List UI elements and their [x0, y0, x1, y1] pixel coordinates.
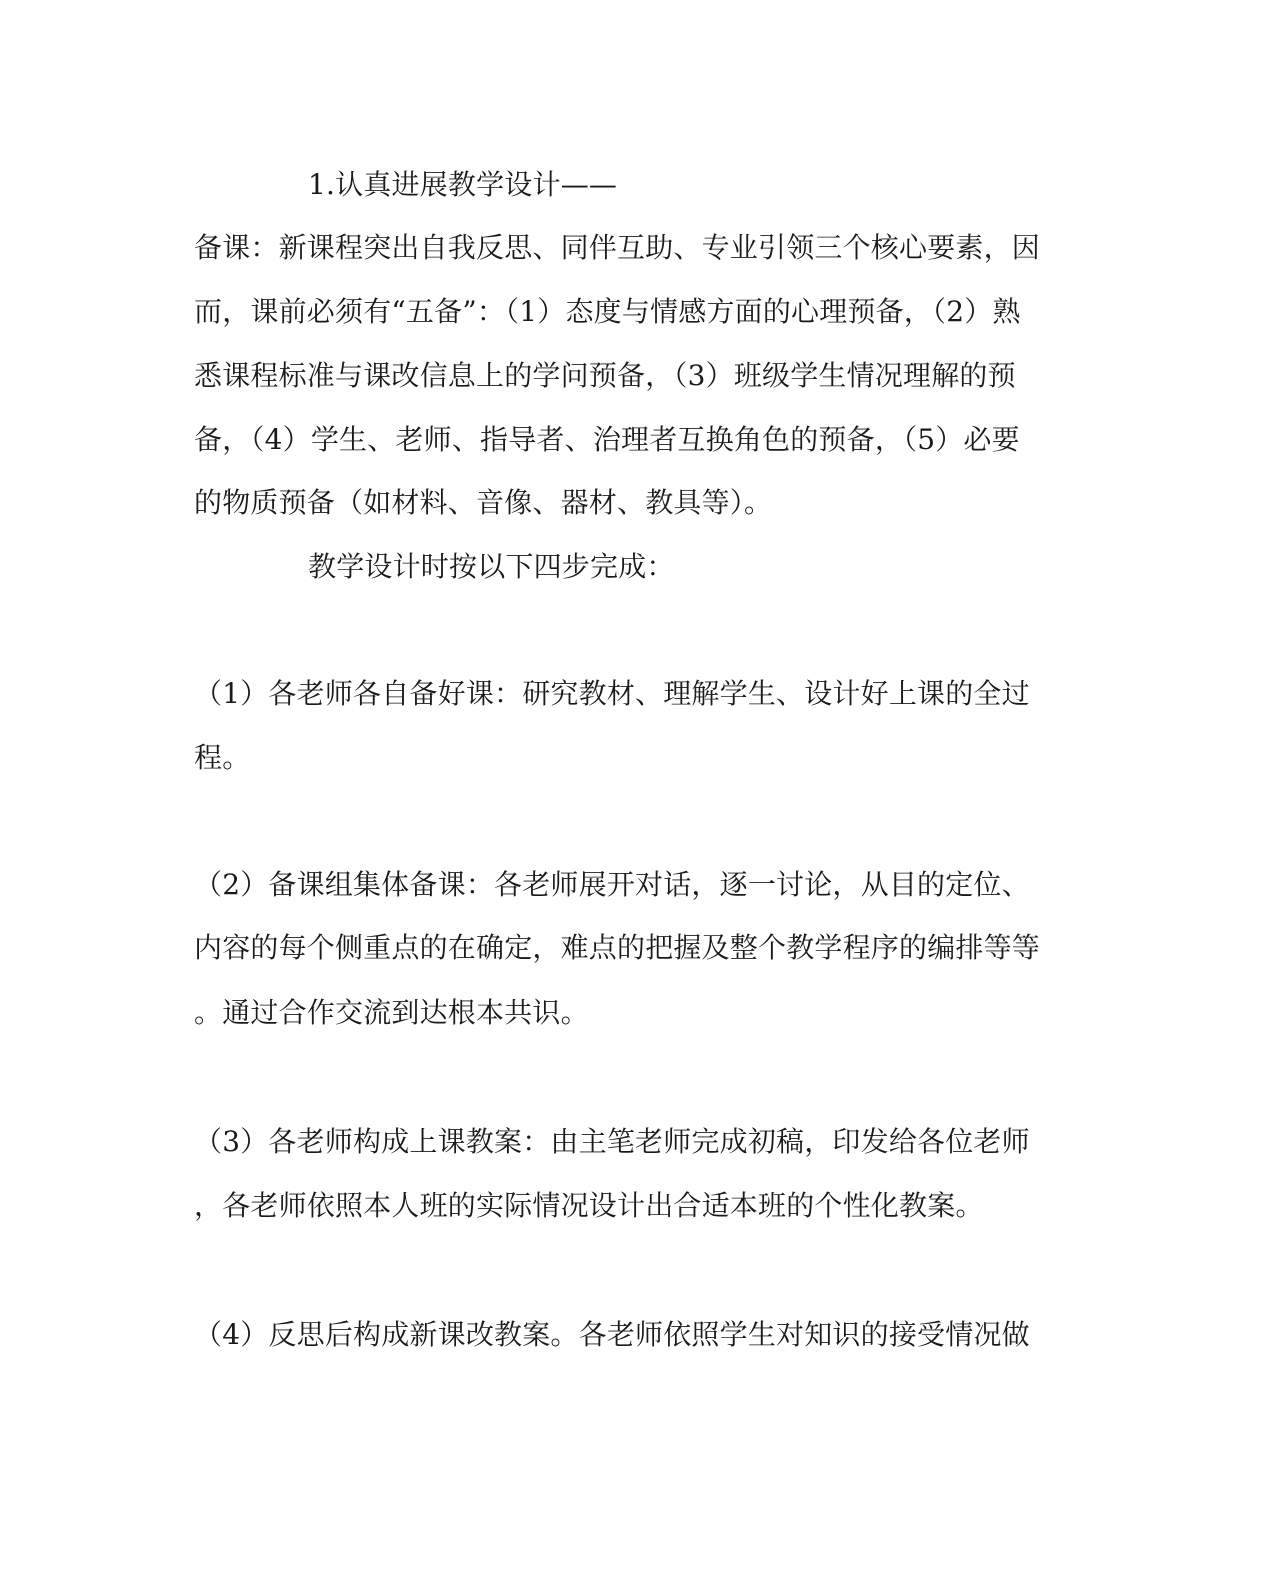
step1-line-1: （1）各老师各自备好课：研究教材、理解学生、设计好上课的全过	[194, 677, 1030, 710]
step2-line-3: 。通过合作交流到达根本共识。	[194, 996, 589, 1029]
intro-line-3: 悉课程标准与课改信息上的学问预备，（3）班级学生情况理解的预	[194, 359, 1016, 392]
intro-line-4: 备，（4）学生、老师、指导者、治理者互换角色的预备，（5）必要	[194, 423, 1020, 456]
step4-line-1: （4）反思后构成新课改教案。各老师依照学生对知识的接受情况做	[194, 1318, 1030, 1351]
intro-line-5: 的物质预备（如材料、音像、器材、教具等）。	[194, 486, 773, 519]
section-heading: 1.认真进展教学设计——	[308, 168, 618, 201]
step2-line-2: 内容的每个侧重点的在确定，难点的把握及整个教学程序的编排等等	[194, 931, 1041, 964]
intro-line-2: 而，课前必须有“五备”：（1）态度与情感方面的心理预备，（2）熟	[194, 295, 1021, 328]
step3-line-2: ，各老师依照本人班的实际情况设计出合适本班的个性化教案。	[194, 1189, 984, 1222]
step2-line-1: （2）备课组集体备课：各老师展开对话，逐一讨论，从目的定位、	[194, 868, 1030, 901]
step3-line-1: （3）各老师构成上课教案：由主笔老师完成初稿，印发给各位老师	[194, 1125, 1030, 1158]
steps-intro: 教学设计时按以下四步完成：	[308, 550, 675, 583]
step1-line-2: 程。	[194, 741, 251, 774]
intro-line-1: 备课：新课程突出自我反思、同伴互助、专业引领三个核心要素，因	[194, 231, 1041, 264]
